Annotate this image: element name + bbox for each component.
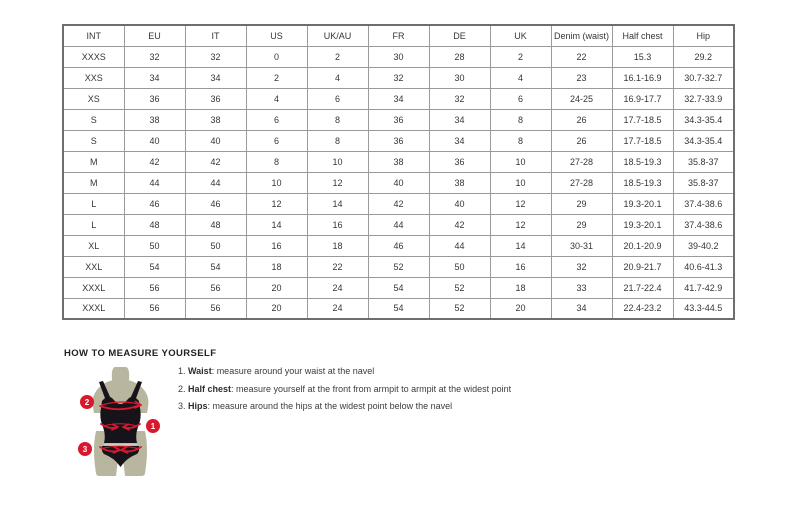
size-cell: 18 xyxy=(246,256,307,277)
size-cell: 38 xyxy=(124,109,185,130)
size-cell: 19.3-20.1 xyxy=(612,214,673,235)
size-cell: 46 xyxy=(124,193,185,214)
size-cell: 10 xyxy=(490,151,551,172)
size-cell: 32.7-33.9 xyxy=(673,88,734,109)
size-cell: 54 xyxy=(124,256,185,277)
instruction-label: Half chest xyxy=(188,383,232,394)
size-cell: 50 xyxy=(429,256,490,277)
size-cell: XXS xyxy=(63,67,124,88)
size-chart-table xyxy=(62,24,735,320)
size-cell: 16 xyxy=(490,256,551,277)
size-cell: 40 xyxy=(368,172,429,193)
size-cell: 34 xyxy=(185,67,246,88)
size-cell: 32 xyxy=(185,46,246,67)
size-cell: 15.3 xyxy=(612,46,673,67)
size-cell: 46 xyxy=(368,235,429,256)
size-cell: 17.7-18.5 xyxy=(612,109,673,130)
header-row xyxy=(63,25,734,46)
size-cell: 37.4-38.6 xyxy=(673,214,734,235)
size-row xyxy=(63,172,734,193)
size-cell: 34 xyxy=(124,67,185,88)
size-cell: XXL xyxy=(63,256,124,277)
size-cell: 42 xyxy=(429,214,490,235)
size-cell: 2 xyxy=(490,46,551,67)
size-cell: 33 xyxy=(551,277,612,298)
size-cell: 42 xyxy=(124,151,185,172)
size-cell: 8 xyxy=(490,109,551,130)
size-cell: 6 xyxy=(307,88,368,109)
size-cell: 12 xyxy=(307,172,368,193)
size-cell: 2 xyxy=(246,67,307,88)
size-cell: 30 xyxy=(429,67,490,88)
column-header: UK/AU xyxy=(307,25,368,46)
size-cell: 56 xyxy=(185,277,246,298)
size-cell: 18.5-19.3 xyxy=(612,172,673,193)
size-row xyxy=(63,256,734,277)
size-cell: L xyxy=(63,214,124,235)
size-cell: XXXS xyxy=(63,46,124,67)
mannequin-illustration-icon xyxy=(74,365,170,487)
size-cell: 8 xyxy=(307,109,368,130)
size-cell: 42 xyxy=(368,193,429,214)
size-cell: 36 xyxy=(429,151,490,172)
size-cell: 40 xyxy=(429,193,490,214)
column-header: Half chest xyxy=(612,25,673,46)
size-cell: 8 xyxy=(490,130,551,151)
size-cell: 12 xyxy=(490,193,551,214)
size-cell: 43.3-44.5 xyxy=(673,298,734,319)
size-cell: 6 xyxy=(490,88,551,109)
size-cell: 28 xyxy=(429,46,490,67)
size-cell: 34.3-35.4 xyxy=(673,130,734,151)
size-cell: 6 xyxy=(246,109,307,130)
size-cell: 35.8-37 xyxy=(673,172,734,193)
size-row xyxy=(63,130,734,151)
size-row xyxy=(63,151,734,172)
size-cell: 35.8-37 xyxy=(673,151,734,172)
size-row xyxy=(63,67,734,88)
size-cell: 44 xyxy=(429,235,490,256)
size-row xyxy=(63,235,734,256)
size-cell: 52 xyxy=(429,277,490,298)
column-header: INT xyxy=(63,25,124,46)
instruction-label: Waist xyxy=(188,366,212,376)
size-cell: 30-31 xyxy=(551,235,612,256)
size-cell: 44 xyxy=(368,214,429,235)
column-header: IT xyxy=(185,25,246,46)
size-cell: M xyxy=(63,151,124,172)
size-cell: XXXL xyxy=(63,277,124,298)
size-cell: 20 xyxy=(246,277,307,298)
size-cell: 29 xyxy=(551,214,612,235)
size-cell: 32 xyxy=(551,256,612,277)
column-header: DE xyxy=(429,25,490,46)
size-cell: 8 xyxy=(246,151,307,172)
size-cell: 12 xyxy=(490,214,551,235)
size-cell: 34 xyxy=(551,298,612,319)
size-cell: 54 xyxy=(185,256,246,277)
size-cell: 10 xyxy=(307,151,368,172)
marker-label-1: 1 xyxy=(150,422,156,431)
size-cell: 52 xyxy=(429,298,490,319)
size-cell: 12 xyxy=(246,193,307,214)
size-cell: 52 xyxy=(368,256,429,277)
instruction-label: Hips xyxy=(188,401,208,411)
measure-instruction xyxy=(178,385,511,395)
size-cell: 50 xyxy=(124,235,185,256)
size-cell: 37.4-38.6 xyxy=(673,193,734,214)
size-cell: 2 xyxy=(307,46,368,67)
size-row xyxy=(63,298,734,319)
column-header: FR xyxy=(368,25,429,46)
size-cell: 29.2 xyxy=(673,46,734,67)
size-cell: 4 xyxy=(490,67,551,88)
size-cell: 38 xyxy=(429,172,490,193)
size-cell: 24 xyxy=(307,298,368,319)
size-row xyxy=(63,109,734,130)
measure-heading: HOW TO MEASURE YOURSELF xyxy=(64,348,217,359)
size-cell: 6 xyxy=(246,130,307,151)
size-cell: 34.3-35.4 xyxy=(673,109,734,130)
size-cell: 14 xyxy=(246,214,307,235)
size-cell: 36 xyxy=(124,88,185,109)
size-cell: 42 xyxy=(185,151,246,172)
size-row xyxy=(63,46,734,67)
size-cell: 14 xyxy=(307,193,368,214)
size-cell: 4 xyxy=(246,88,307,109)
size-cell: 16.1-16.9 xyxy=(612,67,673,88)
column-header: EU xyxy=(124,25,185,46)
size-row xyxy=(63,193,734,214)
measure-instruction xyxy=(178,402,511,412)
size-cell: 34 xyxy=(429,109,490,130)
size-cell: 17.7-18.5 xyxy=(612,130,673,151)
size-cell: 56 xyxy=(124,277,185,298)
size-cell: 32 xyxy=(429,88,490,109)
size-cell: 32 xyxy=(124,46,185,67)
size-cell: 48 xyxy=(124,214,185,235)
measure-instruction xyxy=(178,367,511,377)
size-cell: 30 xyxy=(368,46,429,67)
size-cell: 41.7-42.9 xyxy=(673,277,734,298)
size-cell: 30.7-32.7 xyxy=(673,67,734,88)
size-cell: 0 xyxy=(246,46,307,67)
size-cell: 10 xyxy=(490,172,551,193)
size-cell: 27-28 xyxy=(551,172,612,193)
size-cell: 23 xyxy=(551,67,612,88)
size-cell: 54 xyxy=(368,298,429,319)
instruction-text: : measure around the hips at the widest point below the navel xyxy=(207,401,453,411)
column-header: Denim (waist) xyxy=(551,25,612,46)
size-cell: S xyxy=(63,130,124,151)
size-cell: 40.6-41.3 xyxy=(673,256,734,277)
size-cell: XS xyxy=(63,88,124,109)
marker-label-2: 2 xyxy=(84,398,90,407)
size-cell: XL xyxy=(63,235,124,256)
size-cell: 22 xyxy=(551,46,612,67)
size-cell: S xyxy=(63,109,124,130)
size-cell: 34 xyxy=(429,130,490,151)
column-header: UK xyxy=(490,25,551,46)
size-cell: 29 xyxy=(551,193,612,214)
instruction-text: : measure around your waist at the navel xyxy=(211,366,375,376)
instruction-text: : measure yourself at the front from armpit to armpit at the widest point xyxy=(231,383,512,394)
size-cell: M xyxy=(63,172,124,193)
size-cell: 36 xyxy=(368,130,429,151)
instruction-number: 2. xyxy=(178,383,189,394)
size-cell: 16 xyxy=(246,235,307,256)
size-cell: L xyxy=(63,193,124,214)
size-cell: 34 xyxy=(368,88,429,109)
size-cell: 44 xyxy=(124,172,185,193)
size-cell: 24-25 xyxy=(551,88,612,109)
size-cell: 24 xyxy=(307,277,368,298)
size-cell: 27-28 xyxy=(551,151,612,172)
measure-body xyxy=(64,365,624,492)
size-cell: 56 xyxy=(124,298,185,319)
size-cell: 18 xyxy=(307,235,368,256)
size-cell: 16 xyxy=(307,214,368,235)
size-cell: 18 xyxy=(490,277,551,298)
size-cell: 21.7-22.4 xyxy=(612,277,673,298)
size-cell: XXXL xyxy=(63,298,124,319)
size-cell: 46 xyxy=(185,193,246,214)
size-cell: 26 xyxy=(551,109,612,130)
size-cell: 20.9-21.7 xyxy=(612,256,673,277)
size-cell: 20 xyxy=(490,298,551,319)
size-cell: 40 xyxy=(185,130,246,151)
size-cell: 32 xyxy=(368,67,429,88)
size-cell: 54 xyxy=(368,277,429,298)
measurement-figure xyxy=(74,365,170,492)
size-cell: 38 xyxy=(185,109,246,130)
size-cell: 8 xyxy=(307,130,368,151)
marker-label-3: 3 xyxy=(82,445,88,454)
size-cell: 48 xyxy=(185,214,246,235)
size-cell: 40 xyxy=(124,130,185,151)
size-cell: 36 xyxy=(185,88,246,109)
size-cell: 14 xyxy=(490,235,551,256)
size-cell: 19.3-20.1 xyxy=(612,193,673,214)
size-cell: 50 xyxy=(185,235,246,256)
size-row xyxy=(63,277,734,298)
size-cell: 22.4-23.2 xyxy=(612,298,673,319)
size-cell: 18.5-19.3 xyxy=(612,151,673,172)
instruction-number: 3. xyxy=(178,401,189,411)
size-row xyxy=(63,88,734,109)
size-cell: 44 xyxy=(185,172,246,193)
size-cell: 39-40.2 xyxy=(673,235,734,256)
size-cell: 10 xyxy=(246,172,307,193)
size-cell: 56 xyxy=(185,298,246,319)
size-cell: 38 xyxy=(368,151,429,172)
size-cell: 20 xyxy=(246,298,307,319)
measure-instructions xyxy=(178,365,511,420)
column-header: US xyxy=(246,25,307,46)
column-header: Hip xyxy=(673,25,734,46)
size-cell: 22 xyxy=(307,256,368,277)
size-cell: 20.1-20.9 xyxy=(612,235,673,256)
instruction-number: 1. xyxy=(178,366,189,376)
size-cell: 36 xyxy=(368,109,429,130)
size-cell: 16.9-17.7 xyxy=(612,88,673,109)
size-cell: 26 xyxy=(551,130,612,151)
size-row xyxy=(63,214,734,235)
size-cell: 4 xyxy=(307,67,368,88)
measure-section xyxy=(64,348,624,492)
